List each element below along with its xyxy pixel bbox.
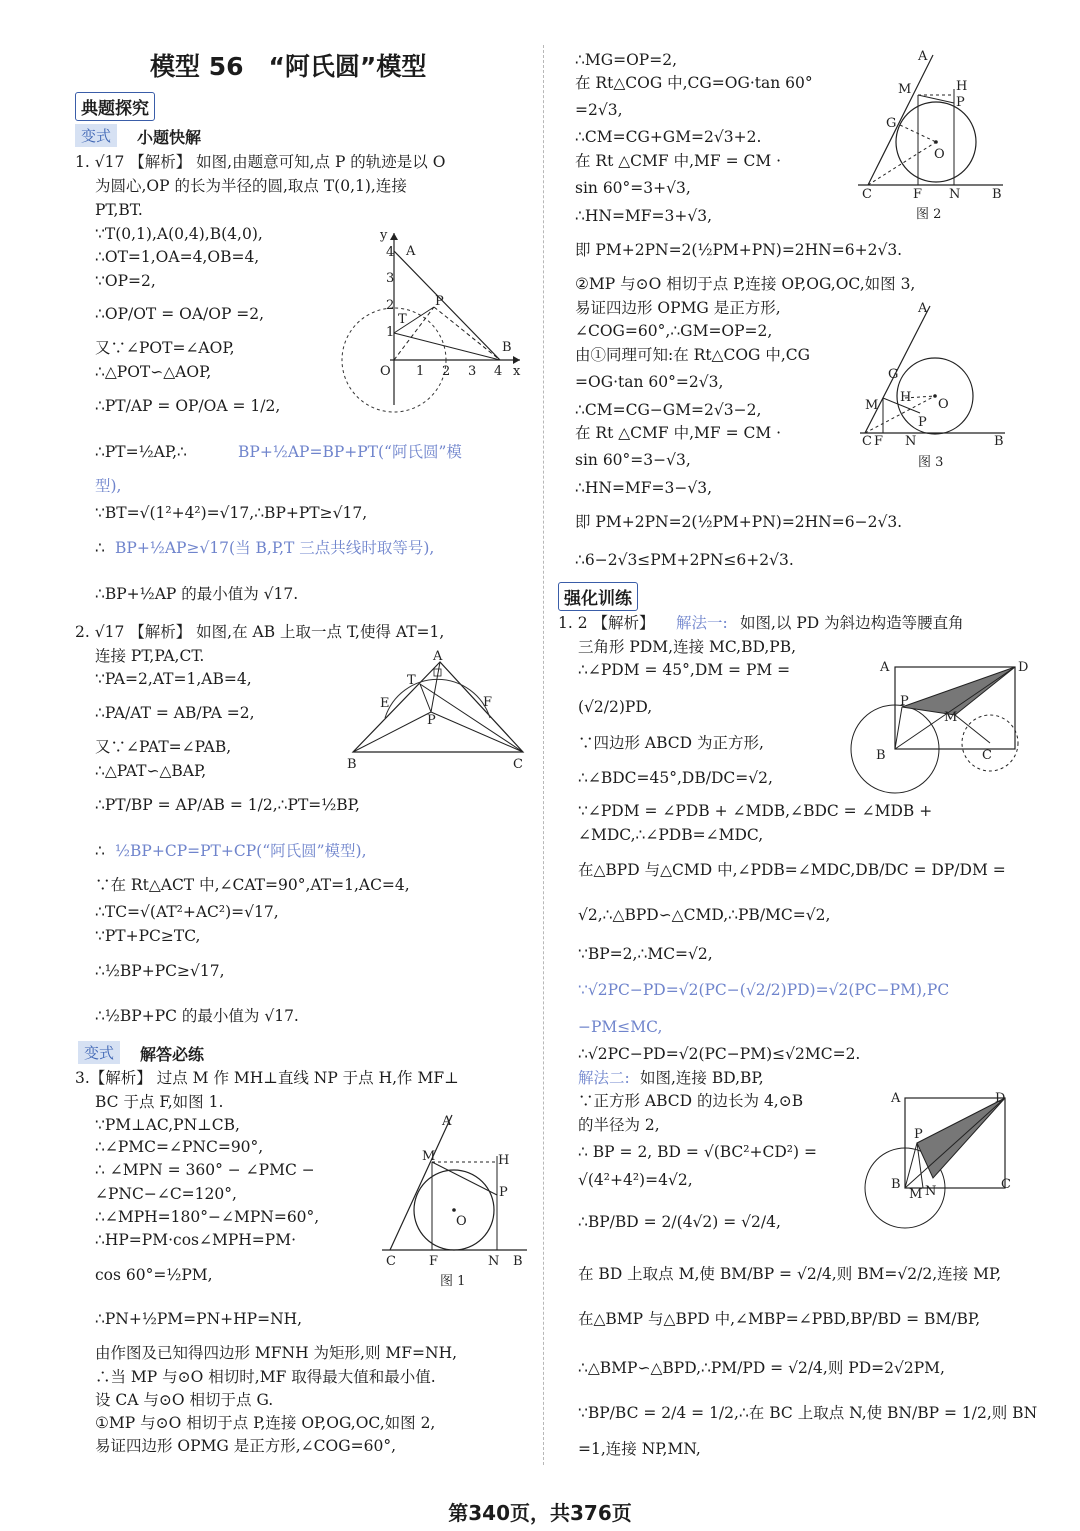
left-line: ∵BT=√(1²+4²)=√17,∴BP+PT≥√17,	[95, 504, 368, 522]
right-line: ∴ BP = 2, BD = √(BC²+CD²) =	[578, 1143, 817, 1161]
svg-text:M: M	[944, 710, 958, 725]
figure-training-2	[865, 1088, 1015, 1208]
svg-text:A: A	[891, 1091, 901, 1106]
svg-text:T: T	[407, 673, 416, 688]
left-line: BP+½AP≥√17(当 B,P,T 三点共线时取等号),	[115, 539, 435, 557]
left-line: 为圆心,OP 的长为半径的圆,取点 T(0,1),连接	[95, 177, 407, 195]
svg-text:4: 4	[386, 245, 395, 260]
figure-1	[382, 1110, 532, 1290]
svg-text:F: F	[429, 1254, 439, 1269]
svg-text:P: P	[914, 1127, 923, 1142]
right-line: =2√3,	[575, 101, 623, 119]
right-line: ∴HN=MF=3+√3,	[575, 207, 713, 225]
svg-text:B: B	[891, 1177, 901, 1192]
fig3-label: 图 3	[918, 455, 944, 470]
svg-text:3: 3	[386, 271, 395, 286]
right-line: ∵BP=2,∴MC=√2,	[578, 945, 713, 963]
left-line: BC 于点 F,如图 1.	[95, 1093, 224, 1111]
fig1-label: 图 1	[440, 1274, 466, 1289]
right-line: ∵√2PC−PD=√2(PC−(√2/2)PD)=√2(PC−PM),PC	[578, 981, 950, 999]
left-line: 1. √17 【解析】 如图,由题意可知,点 P 的轨迹是以 O	[75, 153, 446, 171]
svg-text:F: F	[874, 434, 884, 449]
left-line: 由作图及已知得四边形 MFNH 为矩形,则 MF=NH,	[95, 1344, 458, 1362]
left-line: ∴PN+½PM=PN+HP=NH,	[95, 1310, 303, 1328]
svg-text:F: F	[483, 695, 493, 710]
right-line: 即 PM+2PN=2(½PM+PN)=2HN=6−2√3.	[575, 513, 903, 531]
right-line: 三角形 PDM,连接 MC,BD,PB,	[578, 638, 797, 656]
svg-text:A: A	[880, 660, 890, 675]
right-line: ∴CM=CG−GM=2√3−2,	[575, 401, 762, 419]
svg-text:A: A	[433, 649, 443, 664]
left-line: ∴当 MP 与⊙O 相切时,MF 取得最大值和最小值.	[95, 1368, 436, 1386]
svg-text:B: B	[347, 757, 357, 772]
svg-text:M: M	[898, 82, 912, 97]
svg-text:4: 4	[494, 364, 503, 379]
svg-text:B: B	[502, 340, 512, 355]
right-line: ∴√2PC−PD=√2(PC−PM)≤√2MC=2.	[578, 1045, 861, 1063]
right-line: ∠MDC,∴∠PDB=∠MDC,	[578, 826, 764, 844]
svg-text:H: H	[900, 390, 912, 405]
figure-training-1	[850, 655, 1029, 775]
right-line: 在 Rt△COG 中,CG=OG·tan 60°	[575, 74, 813, 92]
figure-3	[860, 298, 1010, 473]
left-line: ∴	[95, 842, 105, 860]
right-line: 在 Rt △CMF 中,MF = CM ·	[575, 152, 782, 170]
svg-text:M: M	[422, 1149, 436, 1164]
right-line: ∴MG=OP=2,	[575, 51, 678, 69]
svg-text:E: E	[380, 696, 390, 711]
right-line: ∴BP/BD = 2/(4√2) = √2/4,	[578, 1213, 781, 1231]
left-line: ∴HP=PM·cos∠MPH=PM·	[95, 1231, 297, 1249]
left-line: ∵在 Rt△ACT 中,∠CAT=90°,AT=1,AC=4,	[95, 876, 410, 894]
svg-text:G: G	[888, 367, 899, 382]
left-line: ∴PT/BP = AP/AB = 1/2,∴PT=½BP,	[95, 796, 360, 814]
svg-text:G: G	[886, 116, 897, 131]
svg-text:P: P	[427, 713, 436, 728]
left-line: ∵PA=2,AT=1,AB=4,	[95, 670, 252, 688]
svg-text:C: C	[386, 1254, 396, 1269]
svg-text:A: A	[918, 49, 928, 64]
svg-text:P: P	[900, 694, 909, 709]
svg-text:O: O	[380, 364, 391, 379]
left-line: BP+½AP=BP+PT(“阿氏圆”模	[238, 443, 462, 461]
svg-text:O: O	[934, 147, 945, 162]
left-line: ∴PT/AP = OP/OA = 1/2,	[95, 397, 281, 415]
section-training: 强化训练	[558, 582, 638, 611]
variant1-label: 小题快解	[137, 128, 202, 147]
svg-text:B: B	[876, 748, 886, 763]
right-line: 由①同理可知:在 Rt△COG 中,CG	[575, 346, 811, 364]
left-line: 又∵∠PAT=∠PAB,	[95, 738, 232, 756]
right-line: ∴6−2√3≤PM+2PN≤6+2√3.	[575, 551, 794, 569]
left-line: 2. √17 【解析】 如图,在 AB 上取一点 T,使得 AT=1,	[75, 623, 445, 641]
right-line: 在 BD 上取点 M,使 BM/BP = √2/4,则 BM=√2/2,连接 MP,	[578, 1265, 1002, 1283]
left-line: cos 60°=½PM,	[95, 1266, 213, 1284]
left-line: ∵PM⊥AC,PN⊥CB,	[95, 1116, 240, 1134]
page-footer: 第340页，共376页	[448, 1501, 632, 1525]
svg-text:P: P	[956, 95, 965, 110]
svg-text:D: D	[995, 1091, 1006, 1106]
svg-text:B: B	[994, 434, 1004, 449]
svg-text:N: N	[488, 1254, 500, 1269]
svg-text:D: D	[1018, 660, 1029, 675]
left-line: ∴PT=½AP,∴	[95, 443, 187, 461]
left-line: ∴½BP+PC 的最小值为 √17.	[95, 1007, 299, 1025]
left-line: ∵T(0,1),A(0,4),B(4,0),	[95, 225, 263, 243]
svg-text:M: M	[865, 398, 879, 413]
svg-text:1: 1	[416, 364, 425, 379]
right-line: 解法二:	[578, 1069, 630, 1087]
section-typical: 典题探究	[75, 92, 155, 121]
svg-text:H: H	[498, 1153, 510, 1168]
right-line: ②MP 与⊙O 相切于点 P,连接 OP,OG,OC,如图 3,	[575, 275, 916, 293]
right-line: 的半径为 2,	[578, 1116, 660, 1134]
fig2-label: 图 2	[916, 207, 942, 222]
svg-text:P: P	[499, 1185, 508, 1200]
right-line: √(4²+4²)=4√2,	[578, 1171, 693, 1189]
svg-text:x: x	[513, 364, 521, 379]
right-line: 在△BPD 与△CMD 中,∠PDB=∠MDC,DB/DC = DP/DM =	[578, 861, 1006, 879]
left-line: ∴TC=√(AT²+AC²)=√17,	[95, 903, 279, 921]
left-line: ∴△POT∽△AOP,	[95, 363, 212, 381]
left-line: ∴½BP+PC≥√17,	[95, 962, 225, 980]
svg-text:3: 3	[468, 364, 477, 379]
left-line: 型),	[95, 477, 122, 495]
left-line: ∴△PAT∽△BAP,	[95, 762, 207, 780]
right-line: 易证四边形 OPMG 是正方形,	[575, 299, 781, 317]
left-line: ∵PT+PC≥TC,	[95, 927, 201, 945]
left-line: 易证四边形 OPMG 是正方形,∠COG=60°,	[95, 1437, 396, 1455]
right-line: (√2/2)PD,	[578, 698, 653, 716]
svg-text:C: C	[862, 187, 872, 202]
right-line: 如图,以 PD 为斜边构造等腰直角	[740, 614, 964, 632]
right-line: 在 Rt △CMF 中,MF = CM ·	[575, 424, 782, 442]
svg-text:2: 2	[386, 298, 395, 313]
right-line: ∵正方形 ABCD 的边长为 4,⊙B	[578, 1092, 804, 1110]
left-line: 设 CA 与⊙O 相切于点 G.	[95, 1391, 274, 1409]
right-line: ∴∠BDC=45°,DB/DC=√2,	[578, 769, 773, 787]
svg-text:O: O	[456, 1214, 467, 1229]
left-line: ½BP+CP=PT+CP(“阿氏圆”模型),	[115, 842, 367, 860]
left-line: ∵OP=2,	[95, 272, 156, 290]
left-line: PT,BT.	[95, 201, 143, 219]
right-line: ∵∠PDM = ∠PDB + ∠MDB,∠BDC = ∠MDB +	[578, 802, 933, 820]
left-line: 又∵∠POT=∠AOP,	[95, 339, 235, 357]
svg-text:F: F	[913, 187, 923, 202]
svg-text:P: P	[435, 294, 444, 309]
left-line: 连接 PT,PA,CT.	[95, 647, 205, 665]
variant2-label: 解答必练	[140, 1045, 205, 1064]
page-title: 模型 56 “阿氏圆”模型	[150, 52, 427, 81]
left-line: ∴ ∠MPN = 360° − ∠PMC −	[95, 1161, 315, 1179]
right-line: ∴CM=CG+GM=2√3+2.	[575, 128, 762, 146]
right-line: 1. 2 【解析】	[558, 614, 655, 632]
svg-text:N: N	[905, 434, 917, 449]
svg-text:M: M	[909, 1187, 923, 1202]
left-line: ∴BP+½AP 的最小值为 √17.	[95, 585, 299, 603]
svg-text:A: A	[918, 301, 928, 316]
svg-text:2: 2	[442, 364, 451, 379]
right-line: 如图,连接 BD,BP,	[640, 1069, 764, 1087]
right-line: ∵BP/BC = 2/4 = 1/2,∴在 BC 上取点 N,使 BN/BP = 1/2,则 BN	[578, 1404, 1038, 1422]
svg-text:C: C	[982, 748, 992, 763]
left-line: ∴∠PMC=∠PNC=90°,	[95, 1138, 264, 1156]
column-divider	[543, 45, 544, 1465]
svg-text:T: T	[398, 312, 407, 327]
svg-text:N: N	[925, 1184, 937, 1199]
svg-text:N: N	[949, 187, 961, 202]
right-line: ∵四边形 ABCD 为正方形,	[578, 734, 764, 752]
left-line: ∴OT=1,OA=4,OB=4,	[95, 248, 260, 266]
svg-text:A: A	[406, 244, 416, 259]
svg-text:C: C	[513, 757, 523, 772]
left-line: ∴PA/AT = AB/PA =2,	[95, 704, 255, 722]
right-line: −PM≤MC,	[578, 1018, 663, 1036]
right-line: √2,∴△BPD∽△CMD,∴PB/MC=√2,	[578, 906, 831, 924]
right-line: 解法一:	[676, 614, 728, 632]
left-line: ∴	[95, 539, 105, 557]
svg-text:A: A	[442, 1114, 452, 1129]
figure-q1-coordinate	[340, 225, 530, 415]
left-line: ∴∠MPH=180°−∠MPN=60°,	[95, 1208, 320, 1226]
svg-text:P: P	[918, 415, 927, 430]
left-line: ∠PNC−∠C=120°,	[95, 1185, 237, 1203]
right-line: 在△BMP 与△BPD 中,∠MBP=∠PBD,BP/BD = BM/BP,	[578, 1310, 981, 1328]
left-line: ①MP 与⊙O 相切于点 P,连接 OP,OG,OC,如图 2,	[95, 1414, 436, 1432]
svg-text:C: C	[862, 434, 872, 449]
right-line: sin 60°=3−√3,	[575, 451, 691, 469]
svg-text:B: B	[513, 1254, 523, 1269]
variant2-tag: 变式	[78, 1041, 120, 1064]
right-line: ∠COG=60°,∴GM=OP=2,	[575, 322, 773, 340]
right-line: =OG·tan 60°=2√3,	[575, 373, 724, 391]
svg-text:O: O	[938, 397, 949, 412]
left-line: 3.【解析】 过点 M 作 MH⊥直线 NP 于点 H,作 MF⊥	[75, 1069, 459, 1087]
right-line: sin 60°=3+√3,	[575, 179, 691, 197]
right-line: ∴HN=MF=3−√3,	[575, 479, 713, 497]
right-line: ∴∠PDM = 45°,DM = PM =	[578, 661, 791, 679]
right-line: =1,连接 NP,MN,	[578, 1440, 701, 1458]
svg-text:1: 1	[386, 325, 395, 340]
svg-text:B: B	[992, 187, 1002, 202]
figure-2	[858, 45, 1008, 225]
right-line: 即 PM+2PN=2(½PM+PN)=2HN=6+2√3.	[575, 241, 903, 259]
figure-q2-triangle	[345, 650, 535, 775]
variant1-tag: 变式	[75, 124, 117, 147]
svg-text:C: C	[1001, 1177, 1011, 1192]
svg-text:H: H	[956, 79, 968, 94]
svg-text:y: y	[380, 228, 388, 243]
right-line: ∴△BMP∽△BPD,∴PM/PD = √2/4,则 PD=2√2PM,	[578, 1359, 945, 1377]
left-line: ∴OP/OT = OA/OP =2,	[95, 305, 265, 323]
